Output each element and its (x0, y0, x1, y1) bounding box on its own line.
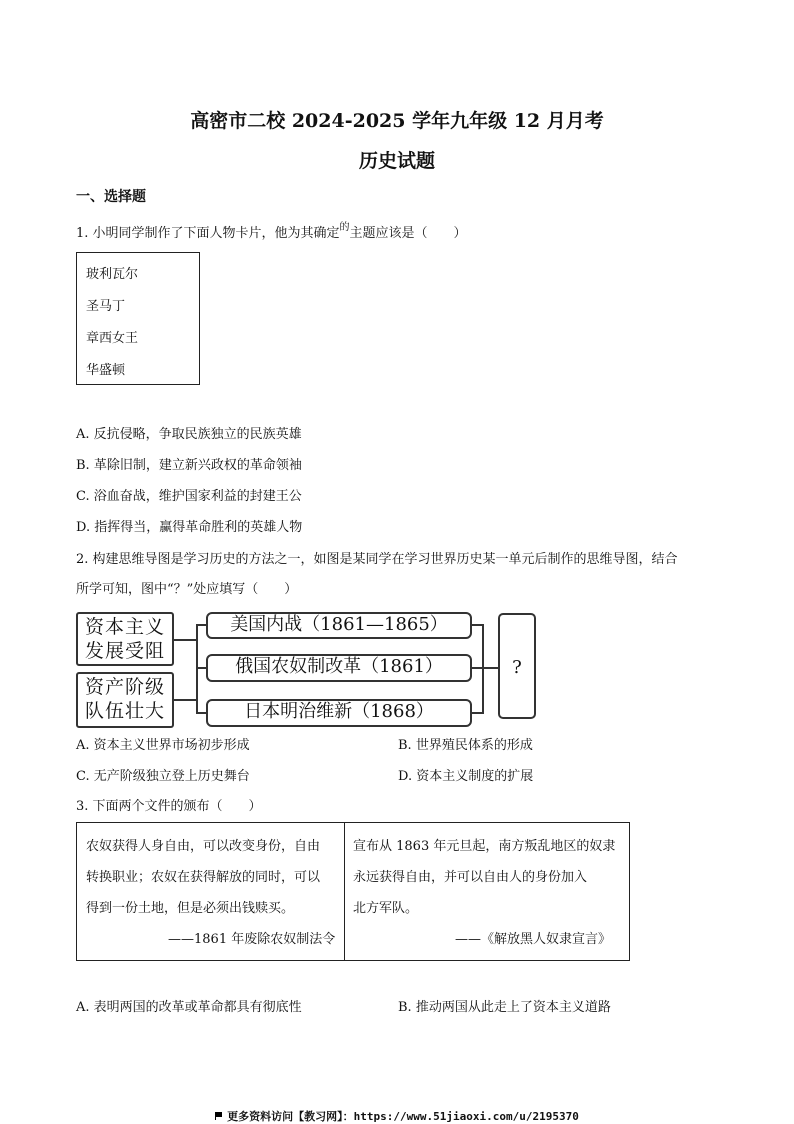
card-item: 华盛顿 (86, 363, 126, 378)
mind-map-item: 俄国农奴制改革（1861） (206, 654, 472, 682)
q2-stem-line1: 2. 构建思维导图是学习历史的方法之一，如图是某同学在学习世界历史某一单元后制作的思维导图，结合 (76, 552, 678, 567)
q3-option-b[interactable]: B. 推动两国从此走上了资本主义道路 (398, 1000, 611, 1015)
q2-option-b[interactable]: B. 世界殖民体系的形成 (398, 738, 533, 753)
connector-line (482, 667, 498, 669)
q3-stem: 3. 下面两个文件的颁布（ ） (76, 799, 262, 814)
mind-map-left-bottom (76, 672, 174, 728)
left-cell-source: ——1861 年废除农奴制法令 (168, 932, 336, 947)
mind-map-item: 日本明治维新（1868） (206, 699, 472, 727)
q3-option-a[interactable]: A. 表明两国的改革或革命都具有彻底性 (76, 1000, 302, 1015)
left-top-line: 资本主义 (84, 616, 165, 638)
q2-option-a[interactable]: A. 资本主义世界市场初步形成 (76, 738, 250, 753)
left-bottom-line: 队伍壮大 (84, 700, 165, 722)
connector-line (174, 639, 196, 641)
mind-map-item: 美国内战（1861—1865） (206, 612, 472, 639)
left-cell-line: 得到一份土地，但是必须出钱赎买。 (86, 901, 295, 916)
page-title: 高密市二校 2024-2025 学年九年级 12 月月考 (190, 110, 604, 132)
connector-line (196, 667, 206, 669)
left-top-line: 发展受阻 (84, 640, 165, 662)
footer-text: 更多资料访问【教习网】：https://www.51jiaoxi.com/u/2195370 (227, 1110, 579, 1123)
mind-map-left-top (76, 612, 174, 666)
page-subtitle: 历史试题 (358, 150, 435, 172)
right-cell-line: 永远获得自由，并可以自由人的身份加入 (353, 870, 588, 885)
card-item: 圣马丁 (86, 299, 126, 314)
connector-line (196, 712, 206, 714)
connector-line (472, 667, 482, 669)
connector-line (196, 624, 198, 714)
flag-icon (215, 1112, 223, 1120)
right-cell-source: ——《解放黑人奴隶宣言》 (455, 932, 612, 947)
person-card (76, 252, 200, 385)
footer-link[interactable] (0, 1108, 794, 1124)
card-item: 玻利瓦尔 (86, 267, 139, 282)
connector-line (482, 624, 484, 714)
documents-table (76, 822, 630, 961)
connector-line (472, 624, 482, 626)
q2-stem-line2: 所学可知，图中“？”处应填写（ ） (76, 582, 298, 597)
q1-option-b[interactable]: B. 革除旧制，建立新兴政权的革命领袖 (76, 458, 302, 473)
connector-line (472, 712, 482, 714)
card-item: 章西女王 (86, 331, 139, 346)
q1-stem: 1. 小明同学制作了下面人物卡片，他为其确定$^的$主题应该是（ ） (76, 222, 467, 241)
right-cell-line: 北方军队。 (353, 901, 419, 916)
left-cell-line: 转换职业；农奴在获得解放的同时，可以 (86, 870, 321, 885)
q1-option-c[interactable]: C. 浴血奋战，维护国家利益的封建王公 (76, 489, 302, 504)
left-cell-line: 农奴获得人身自由，可以改变身份，自由 (86, 839, 321, 854)
left-bottom-line: 资产阶级 (84, 676, 165, 698)
mind-map-question-box: ? (498, 613, 536, 719)
table-divider (344, 823, 345, 960)
q2-option-d[interactable]: D. 资本主义制度的扩展 (398, 769, 534, 784)
mind-map (76, 610, 538, 730)
connector-line (196, 624, 206, 626)
q1-option-d[interactable]: D. 指挥得当，赢得革命胜利的英雄人物 (76, 520, 303, 535)
connector-line (174, 699, 196, 701)
section-heading: 一、选择题 (76, 189, 146, 205)
right-cell-line: 宣布从 1863 年元旦起，南方叛乱地区的奴隶 (353, 839, 616, 854)
q1-option-a[interactable]: A. 反抗侵略，争取民族独立的民族英雄 (76, 427, 302, 442)
q2-option-c[interactable]: C. 无产阶级独立登上历史舞台 (76, 769, 250, 784)
